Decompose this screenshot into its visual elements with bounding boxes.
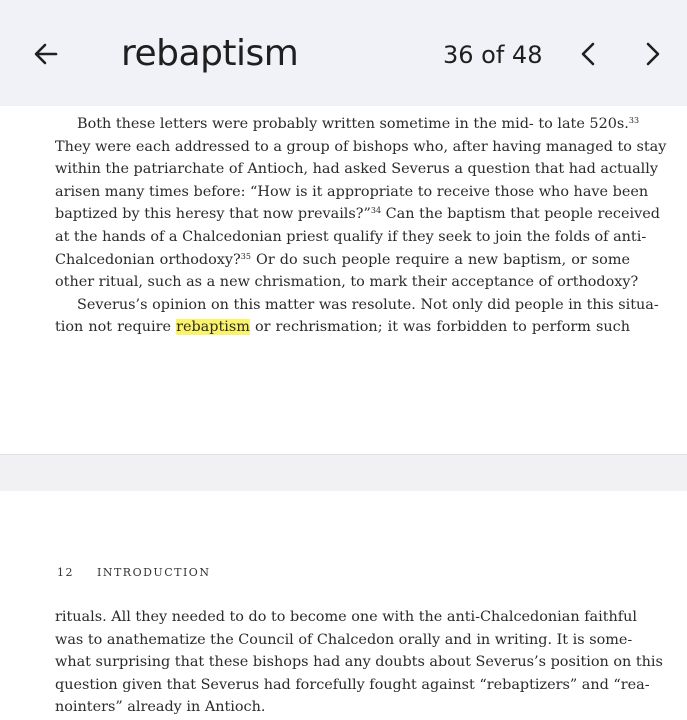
text-line: within the patriarchate of Antioch, had asked Severus a question that had actually	[55, 161, 659, 178]
text-line: was to anathematize the Council of Chalcedon orally and in writing. It is some-	[55, 631, 633, 648]
text-line: what surprising that these bishops had any doubts about Severus’s position on this	[55, 654, 663, 671]
search-highlight: rebaptism	[176, 319, 250, 336]
search-query[interactable]: rebaptism	[121, 33, 299, 74]
page-separator	[0, 454, 687, 491]
text-line: Severus’s opinion on this matter was resolute. Not only did people in this situa-	[77, 296, 659, 313]
text-line: tion not require rebaptism or rechrismation; it was forbidden to perform such	[55, 319, 630, 336]
text-line: question given that Severus had forcefully fought against “rebaptizers” and “rea-	[55, 676, 650, 693]
text-line: arisen many times before: “How is it appropriate to receive those who have been	[55, 183, 649, 200]
text-line: They were each addressed to a group of bishops who, after having managed to stay	[55, 138, 667, 155]
chevron-right-icon	[642, 40, 664, 68]
match-count: 36 of 48	[443, 41, 543, 69]
text-line: Both these letters were probably written sometime in the mid- to late 520s.$^{33}$	[77, 116, 640, 132]
search-bar	[0, 0, 687, 106]
text-line: Chalcedonian orthodoxy?$^{35}$ Or do such people require a new baptism, or some	[55, 251, 630, 268]
next-match-button[interactable]	[637, 38, 669, 70]
running-head	[57, 566, 457, 579]
text-line: at the hands of a Chalcedonian priest qualify if they seek to join the folds of anti-	[55, 228, 647, 245]
page-text-bottom	[55, 606, 663, 719]
text-line: baptized by this heresy that now prevails?”$^{34}$ Can the baptism that people received	[55, 206, 660, 223]
text-line: rituals. All they needed to do to become one with the anti-Chalcedonian faithful	[55, 609, 637, 625]
chevron-left-icon	[577, 40, 599, 68]
text-line: other ritual, such as a new chrismation, to mark their acceptance of orthodoxy?	[55, 274, 639, 291]
page-number: 12	[57, 566, 74, 579]
arrow-left-icon	[32, 40, 60, 68]
back-button[interactable]	[30, 38, 62, 70]
page-text-top	[55, 113, 667, 339]
text-line: nointers” already in Antioch.	[55, 699, 266, 716]
previous-match-button[interactable]	[572, 38, 604, 70]
running-head-title: INTRODUCTION	[97, 566, 211, 579]
